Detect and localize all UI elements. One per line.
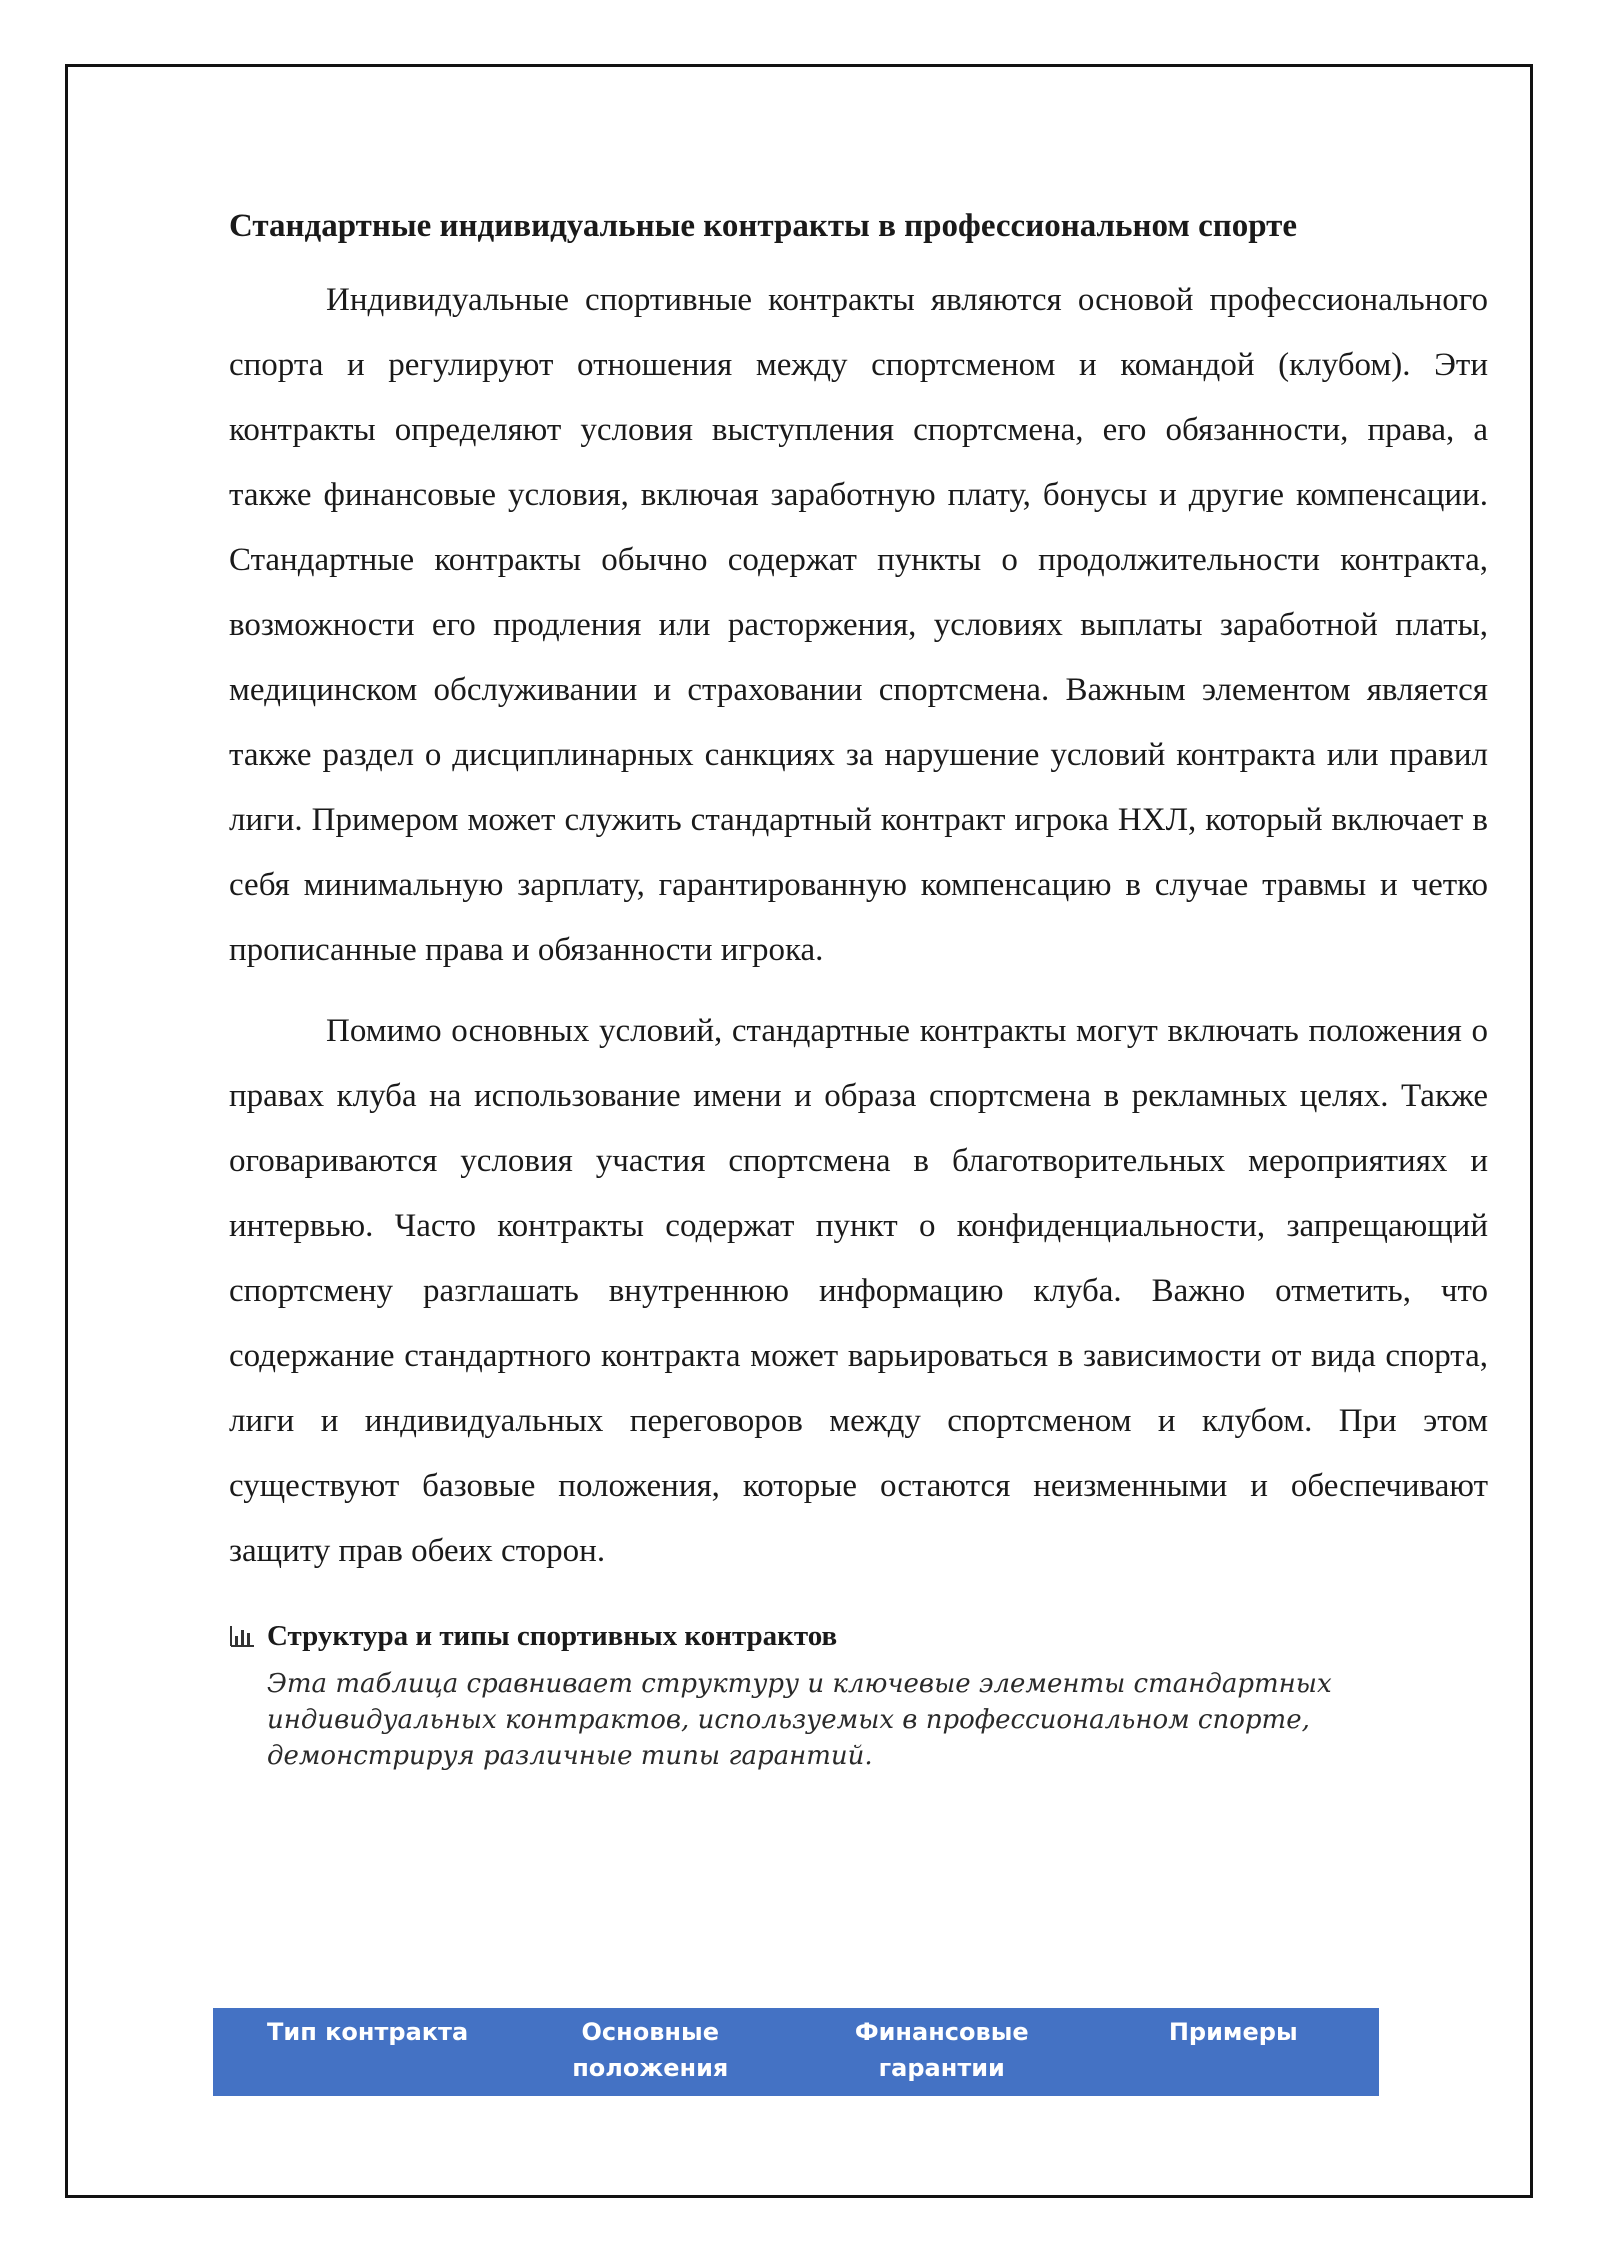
contracts-table [213,2008,1379,2096]
table-heading-text: Структура и типы спортивных контрактов [267,1620,838,1652]
bar-chart-icon [229,1624,255,1648]
paragraph-1: Индивидуальные спортивные контракты являются основой профессионального спорта и регулируют отношения между спортсменом и командой (клубом). Эти контракты определяют условия выступления спортсмена, его обязанности, права, а также финансовые условия, включая заработную плату, бонусы и другие компенсации. Стандартные контракты обычно содержат пункты о продолжительности контракта, возможности его продления или расторжения, условиях выплаты заработной платы, медицинском обслуживании и страховании спортсмена. Важным элементом является также раздел о дисциплинарных санкциях за нарушение условий контракта или правил лиги. Примером может служить стандартный контракт игрока НХЛ, который включает в себя минимальную зарплату, гарантированную компенсацию в случае травмы и четко прописанные права и обязанности игрока. [229,282,1488,968]
column-header-examples: Примеры [1088,2008,1380,2096]
column-header-provisions: Основные положения [505,2008,797,2096]
paragraph-2: Помимо основных условий, стандартные контракты могут включать положения о правах клуба на использование имени и образа спортсмена в рекламных целях. Также оговариваются условия участия спортсмена в благотворительных мероприятиях и интервью. Часто контракты содержат пункт о конфиденциальности, запрещающий спортсмену разглашать внутреннюю информацию клуба. Важно отметить, что содержание стандартного контракта может варьироваться в зависимости от вида спорта, лиги и индивидуальных переговоров между спортсменом и клубом. При этом существуют базовые положения, которые остаются неизменными и обеспечивают защиту прав обеих сторон. [229,1013,1488,1569]
column-header-guarantees: Финансовые гарантии [796,2008,1088,2096]
table-caption: Эта таблица сравнивает структуру и ключевые элементы стандартных индивидуальных контрактов, используемых в профессиональном спорте, демонстрируя различные типы гарантий. [267,1669,1332,1771]
document-body [229,198,1488,1774]
table-heading [229,1616,1488,1656]
document-title: Стандартные индивидуальные контракты в профессиональном спорте [229,208,1298,244]
table-header-row [213,2008,1379,2096]
column-header-type: Тип контракта [213,2008,505,2096]
table-section [229,1616,1488,1774]
